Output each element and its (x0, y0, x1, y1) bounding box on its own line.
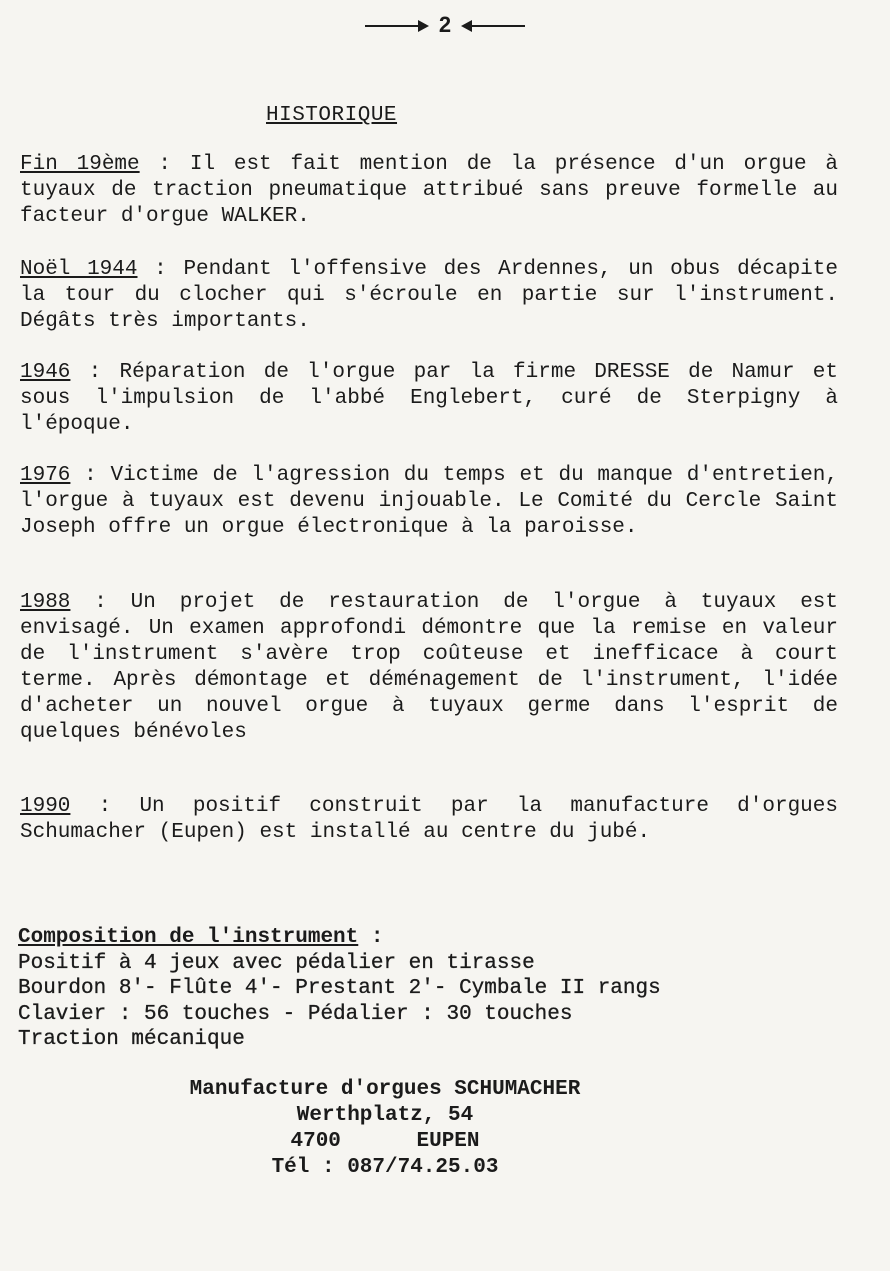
entry-text: : Pendant l'offensive des Ardennes, un obus décapite la tour du clocher qui s'écroule en partie sur l'instrument. Dégâts très importants. (20, 258, 838, 333)
arrow-right-icon (365, 25, 427, 27)
composition-line: Clavier : 56 touches - Pédalier : 30 touches (18, 1002, 573, 1026)
address-company: Manufacture d'orgues SCHUMACHER (189, 1078, 581, 1101)
page-number-value: 2 (438, 12, 452, 37)
composition-title: Composition de l'instrument (18, 926, 359, 949)
entry-year: Noël 1944 (20, 258, 138, 281)
history-entry-1988 (20, 590, 838, 746)
composition-line: Positif à 4 jeux avec pédalier en tirasse (18, 951, 535, 975)
entry-text: : Réparation de l'orgue par la firme DRESSE de Namur et sous l'impulsion de l'abbé Englebert, curé de Sterpigny à l'époque. (20, 361, 838, 436)
address-street: Werthplatz, 54 (296, 1104, 474, 1127)
history-entry-fin-19eme (20, 152, 838, 230)
entry-text: : Il est fait mention de la présence d'un orgue à tuyaux de traction pneumatique attribué sans preuve formelle au facteur d'orgue WALKER. (20, 153, 838, 228)
arrow-left-icon (463, 25, 525, 27)
entry-year: 1988 (20, 591, 71, 614)
composition-title-suffix: : (358, 926, 384, 949)
entry-year: 1946 (20, 361, 71, 384)
address-city: 4700 EUPEN (290, 1130, 480, 1153)
composition-line: Bourdon 8'- Flûte 4'- Prestant 2'- Cymbale II rangs (18, 977, 661, 1000)
entry-text: : Victime de l'agression du temps et du manque d'entretien, l'orgue à tuyaux est devenu injouable. Le Comité du Cercle Saint Joseph offre un orgue électronique à la paroisse. (20, 464, 838, 539)
manufacturer-address (0, 1077, 770, 1181)
composition-section (18, 925, 858, 1053)
page-title: HISTORIQUE (266, 104, 398, 127)
page-number (0, 12, 890, 38)
history-entry-noel-1944 (20, 257, 838, 335)
address-phone: Tél : 087/74.25.03 (271, 1156, 499, 1179)
composition-heading (18, 925, 858, 951)
entry-text: : Un projet de restauration de l'orgue à tuyaux est envisagé. Un examen approfondi démontre que la remise en valeur de l'instrument s'avère trop coûteuse et inefficace à court terme. Après démontage et déménagement de l'instrument, l'idée d'acheter un nouvel orgue à tuyaux germe dans l'esprit de quelques bénévoles (20, 591, 838, 744)
entry-year: 1976 (20, 464, 71, 487)
entry-text: : Un positif construit par la manufacture d'orgues Schumacher (Eupen) est installé au centre du jubé. (20, 795, 838, 844)
entry-year: Fin 19ème (20, 153, 140, 176)
history-entry-1976 (20, 463, 838, 541)
history-entry-1946 (20, 360, 838, 438)
history-entry-1990 (20, 794, 838, 846)
composition-line: Traction mécanique (18, 1028, 245, 1051)
entry-year: 1990 (20, 795, 71, 818)
